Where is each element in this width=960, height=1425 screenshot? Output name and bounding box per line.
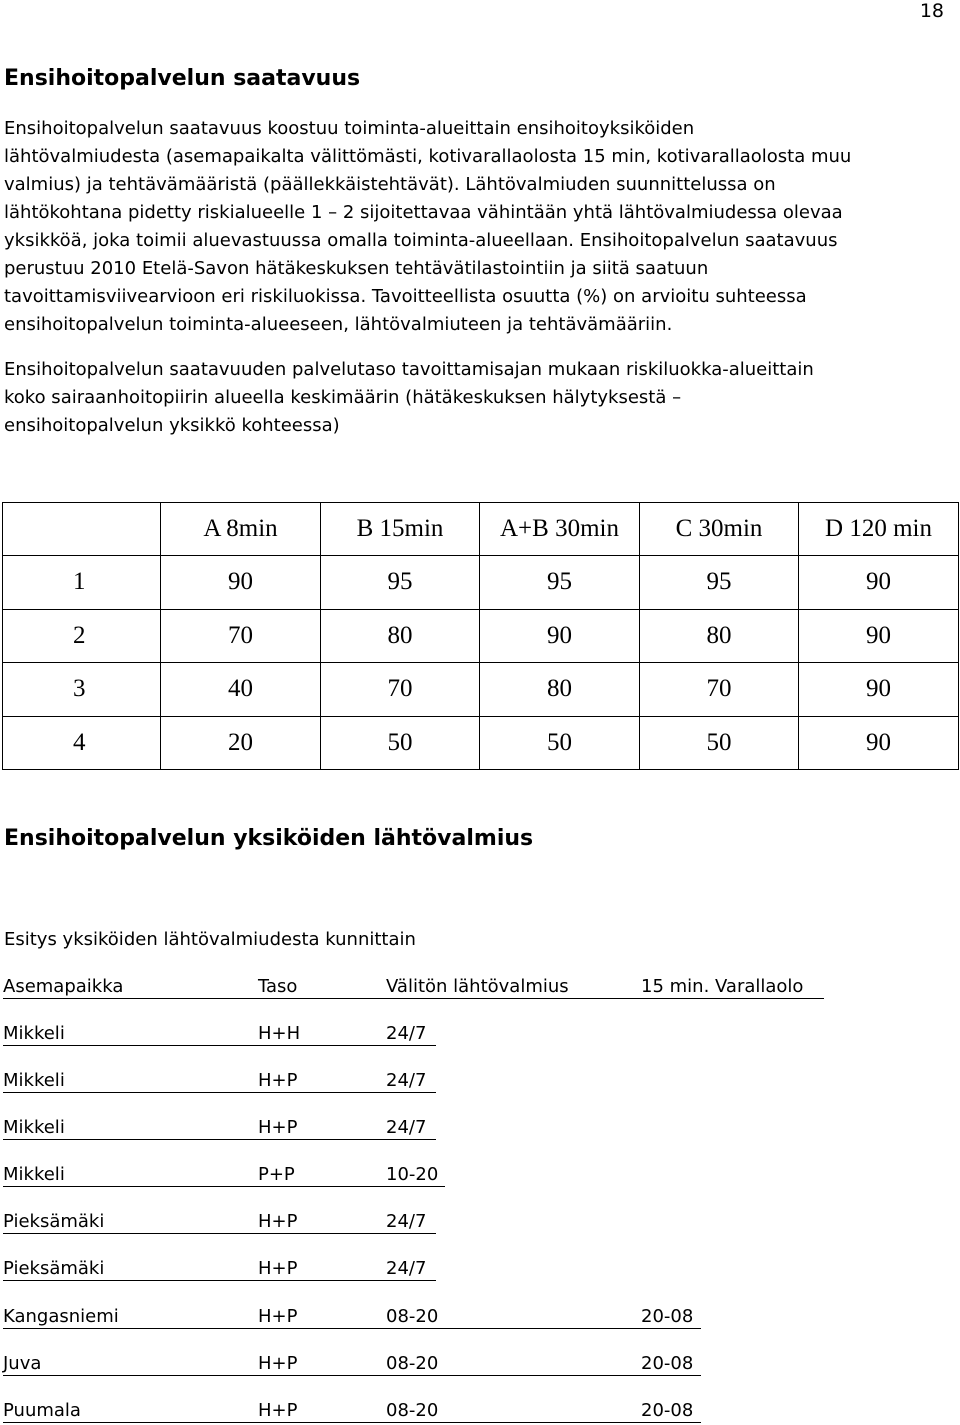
table-cell: 70: [640, 663, 799, 717]
paragraph-line: Ensihoitopalvelun saatavuuden palvelutaso tavoittamisajan mukaan riskiluokka-alueittain: [4, 359, 814, 380]
table-cell: 80: [480, 663, 640, 717]
list-item: [0, 1255, 960, 1283]
table-cell: 90: [799, 609, 959, 663]
paragraph-line: lähtökohtana pidetty riskialueelle 1 – 2 sijoitettavaa vähintään yhtä lähtövalmiudessa olevaa: [4, 202, 843, 223]
table-cell: 80: [640, 609, 799, 663]
table-cell: 50: [480, 716, 640, 770]
list-item: [0, 1397, 960, 1425]
table-cell: 50: [321, 716, 480, 770]
unit-level: H+P: [258, 1070, 298, 1091]
list-item: [0, 1020, 960, 1048]
row-underline: [3, 1328, 701, 1329]
table-cell: 90: [799, 716, 959, 770]
units-caption: Esitys yksiköiden lähtövalmiudesta kunnittain: [4, 929, 416, 950]
standby-readiness: 20-08: [641, 1306, 694, 1327]
unit-level: H+P: [258, 1306, 298, 1327]
paragraph-line: yksikköä, joka toimii aluevastuussa omalla toiminta-alueellaan. Ensihoitopalvelun saatavuus: [4, 230, 838, 251]
standby-readiness: 20-08: [641, 1353, 694, 1374]
column-header: A 8min: [161, 503, 321, 556]
unit-level: H+H: [258, 1023, 301, 1044]
station-name: Mikkeli: [3, 1070, 65, 1091]
column-header: C 30min: [640, 503, 799, 556]
list-item: [0, 1208, 960, 1236]
unit-level: H+P: [258, 1258, 298, 1279]
table-cell: 95: [321, 556, 480, 610]
table-corner-cell: [3, 503, 161, 556]
row-underline: [3, 1092, 436, 1093]
table-cell: 95: [480, 556, 640, 610]
immediate-readiness: 10-20: [386, 1164, 439, 1185]
table-header-row: [3, 503, 959, 556]
table-cell: 90: [799, 556, 959, 610]
immediate-readiness: 24/7: [386, 1117, 427, 1138]
risk-class-label: 1: [3, 556, 161, 610]
immediate-readiness: 08-20: [386, 1353, 439, 1374]
table-cell: 90: [161, 556, 321, 610]
unit-level: H+P: [258, 1400, 298, 1421]
table-cell: 40: [161, 663, 321, 717]
table-row: [3, 556, 959, 610]
section-heading-readiness: Ensihoitopalvelun yksiköiden lähtövalmius: [4, 826, 534, 851]
immediate-readiness: 24/7: [386, 1211, 427, 1232]
row-underline: [3, 1375, 701, 1376]
table-cell: 70: [321, 663, 480, 717]
risk-class-table: [2, 502, 958, 770]
column-header-immediate: Välitön lähtövalmius: [386, 976, 569, 997]
station-name: Pieksämäki: [3, 1258, 105, 1279]
paragraph-line: ensihoitopalvelun toiminta-alueeseen, lähtövalmiuteen ja tehtävämääriin.: [4, 314, 673, 335]
table-cell: 90: [480, 609, 640, 663]
row-underline: [3, 1280, 436, 1281]
station-name: Pieksämäki: [3, 1211, 105, 1232]
station-name: Mikkeli: [3, 1164, 65, 1185]
header-underline: [3, 998, 824, 999]
immediate-readiness: 24/7: [386, 1258, 427, 1279]
immediate-readiness: 24/7: [386, 1023, 427, 1044]
table-row: [3, 609, 959, 663]
row-underline: [3, 1186, 445, 1187]
table-row: [3, 663, 959, 717]
list-item: [0, 1161, 960, 1189]
table-cell: 20: [161, 716, 321, 770]
row-underline: [3, 1233, 436, 1234]
column-header-standby: 15 min. Varallaolo: [641, 976, 804, 997]
page-number: 18: [919, 0, 944, 22]
units-header-row: [0, 973, 960, 1001]
paragraph-line: perustuu 2010 Etelä-Savon hätäkeskuksen tehtävätilastointiin ja siitä saatuun: [4, 258, 709, 279]
column-header: A+B 30min: [480, 503, 640, 556]
column-header-station: Asemapaikka: [3, 976, 124, 997]
list-item: [0, 1067, 960, 1095]
immediate-readiness: 08-20: [386, 1306, 439, 1327]
row-underline: [3, 1139, 436, 1140]
immediate-readiness: 08-20: [386, 1400, 439, 1421]
paragraph-line: koko sairaanhoitopiirin alueella keskimäärin (hätäkeskuksen hälytyksestä –: [4, 387, 682, 408]
column-header: B 15min: [321, 503, 480, 556]
paragraph-service-level: [4, 356, 814, 440]
risk-class-label: 4: [3, 716, 161, 770]
station-name: Puumala: [3, 1400, 81, 1421]
table-cell: 95: [640, 556, 799, 610]
row-underline: [3, 1045, 436, 1046]
column-header-level: Taso: [258, 976, 298, 997]
paragraph-line: valmius) ja tehtävämääristä (päällekkäistehtävät). Lähtövalmiuden suunnittelussa on: [4, 174, 776, 195]
station-name: Mikkeli: [3, 1117, 65, 1138]
risk-class-label: 2: [3, 609, 161, 663]
paragraph-availability: [4, 115, 851, 339]
unit-level: H+P: [258, 1211, 298, 1232]
immediate-readiness: 24/7: [386, 1070, 427, 1091]
table-cell: 50: [640, 716, 799, 770]
list-item: [0, 1114, 960, 1142]
section-heading-availability: Ensihoitopalvelun saatavuus: [4, 66, 361, 91]
station-name: Juva: [3, 1353, 42, 1374]
list-item: [0, 1350, 960, 1378]
station-name: Mikkeli: [3, 1023, 65, 1044]
paragraph-line: Ensihoitopalvelun saatavuus koostuu toiminta-alueittain ensihoitoyksiköiden: [4, 118, 695, 139]
unit-level: P+P: [258, 1164, 295, 1185]
paragraph-line: lähtövalmiudesta (asemapaikalta välittömästi, kotivarallaolosta 15 min, kotivarallaolosta muu: [4, 146, 852, 167]
station-name: Kangasniemi: [3, 1306, 119, 1327]
unit-level: H+P: [258, 1117, 298, 1138]
paragraph-line: ensihoitopalvelun yksikkö kohteessa): [4, 415, 340, 436]
standby-readiness: 20-08: [641, 1400, 694, 1421]
column-header: D 120 min: [799, 503, 959, 556]
risk-class-label: 3: [3, 663, 161, 717]
table-cell: 90: [799, 663, 959, 717]
paragraph-line: tavoittamisviivearvioon eri riskiluokissa. Tavoitteellista osuutta (%) on arvioitu suhteessa: [4, 286, 807, 307]
unit-level: H+P: [258, 1353, 298, 1374]
table-row: [3, 716, 959, 770]
list-item: [0, 1303, 960, 1331]
table-cell: 80: [321, 609, 480, 663]
table-cell: 70: [161, 609, 321, 663]
